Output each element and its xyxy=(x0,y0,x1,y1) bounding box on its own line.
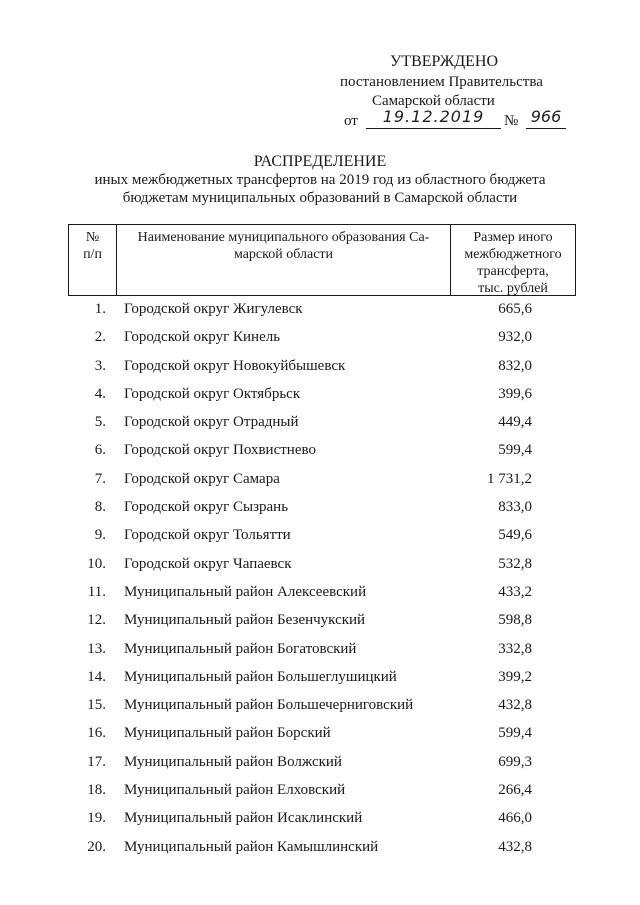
header-value-line-1: Размер иного xyxy=(473,230,553,245)
row-number: 5. xyxy=(94,414,106,431)
row-municipality-name: Муниципальный район Борский xyxy=(124,725,331,742)
table-row xyxy=(68,324,576,352)
row-transfer-amount: 332,8 xyxy=(498,640,532,657)
row-municipality-name: Муниципальный район Исаклинский xyxy=(124,810,363,827)
row-number: 1. xyxy=(94,301,106,317)
row-transfer-amount: 699,3 xyxy=(498,753,532,770)
row-municipality-name: Муниципальный район Богатовский xyxy=(124,640,357,657)
table-row xyxy=(68,381,576,409)
table-row xyxy=(68,551,576,579)
row-transfer-amount: 932,0 xyxy=(498,329,532,346)
row-number: 7. xyxy=(94,470,106,487)
table-row xyxy=(68,692,576,720)
table-row xyxy=(68,494,576,522)
row-municipality-name: Городской округ Самара xyxy=(124,470,280,487)
table-row xyxy=(68,353,576,381)
table-row xyxy=(68,409,576,437)
header-number-column xyxy=(69,225,117,295)
row-transfer-amount: 665,6 xyxy=(498,301,532,317)
header-value-line-3: трансферта, xyxy=(477,264,549,279)
row-number: 16. xyxy=(87,725,106,742)
header-name-line-1: Наименование муниципального образования Са- xyxy=(137,230,430,245)
document-subtitle-line-1: иных межбюджетных трансфертов на 2019 год из областного бюджета xyxy=(94,172,546,188)
row-transfer-amount: 1 731,2 xyxy=(487,470,532,487)
header-value-line-4: тыс. рублей xyxy=(478,281,548,296)
row-municipality-name: Городской округ Октябрьск xyxy=(124,385,301,402)
row-number: 8. xyxy=(94,499,106,516)
row-transfer-amount: 433,2 xyxy=(498,583,532,600)
header-name-line-2: марской области xyxy=(233,247,334,262)
row-municipality-name: Муниципальный район Большеглушицкий xyxy=(124,668,397,685)
table-row xyxy=(68,777,576,805)
table-row xyxy=(68,466,576,494)
row-number: 2. xyxy=(94,329,106,346)
approval-number-label: № xyxy=(504,113,519,129)
row-municipality-name: Муниципальный район Большечерниговский xyxy=(124,697,414,714)
row-number: 14. xyxy=(87,668,106,685)
row-number: 6. xyxy=(94,442,106,459)
row-transfer-amount: 399,2 xyxy=(498,668,532,685)
table-row xyxy=(68,437,576,465)
row-municipality-name: Муниципальный район Камышлинский xyxy=(124,838,379,855)
document-title: РАСПРЕДЕЛЕНИЕ xyxy=(253,153,387,170)
table-row xyxy=(68,522,576,550)
row-municipality-name: Городской округ Кинель xyxy=(124,329,281,346)
row-number: 9. xyxy=(94,527,106,544)
table-header xyxy=(68,224,576,296)
row-municipality-name: Городской округ Отрадный xyxy=(124,414,299,431)
row-number: 10. xyxy=(87,555,106,572)
row-transfer-amount: 432,8 xyxy=(498,838,532,855)
row-municipality-name: Муниципальный район Елховский xyxy=(124,782,346,799)
table-body xyxy=(68,296,576,862)
row-municipality-name: Муниципальный район Безенчукский xyxy=(124,612,366,629)
row-municipality-name: Городской округ Сызрань xyxy=(124,499,289,516)
row-transfer-amount: 266,4 xyxy=(498,782,532,799)
row-transfer-amount: 833,0 xyxy=(498,499,532,516)
table-row xyxy=(68,749,576,777)
row-number: 3. xyxy=(94,357,106,374)
row-transfer-amount: 399,6 xyxy=(498,385,532,402)
row-number: 20. xyxy=(87,838,106,855)
table-row xyxy=(68,296,576,324)
row-number: 12. xyxy=(87,612,106,629)
row-municipality-name: Городской округ Новокуйбышевск xyxy=(124,357,346,374)
row-transfer-amount: 432,8 xyxy=(498,697,532,714)
table-row xyxy=(68,834,576,862)
row-number: 11. xyxy=(87,583,106,600)
row-number: 17. xyxy=(87,753,106,770)
header-value-column xyxy=(451,225,575,295)
header-number-line-2: п/п xyxy=(83,247,102,262)
row-municipality-name: Городской округ Тольятти xyxy=(124,527,291,544)
row-transfer-amount: 598,8 xyxy=(498,612,532,629)
approval-title: УТВЕРЖДЕНО xyxy=(390,53,499,70)
row-transfer-amount: 466,0 xyxy=(498,810,532,827)
header-name-column xyxy=(117,225,451,295)
row-number: 15. xyxy=(87,697,106,714)
table-row xyxy=(68,636,576,664)
row-number: 4. xyxy=(94,385,106,402)
header-value-line-2: межбюджетного xyxy=(464,247,562,262)
approval-date: 19.12.2019 xyxy=(366,104,501,129)
row-municipality-name: Городской округ Похвистнево xyxy=(124,442,316,459)
row-transfer-amount: 599,4 xyxy=(498,442,532,459)
row-number: 18. xyxy=(87,782,106,799)
approval-line-1: постановлением Правительства xyxy=(340,74,543,90)
row-number: 13. xyxy=(87,640,106,657)
row-municipality-name: Муниципальный район Волжский xyxy=(124,753,342,770)
row-number: 19. xyxy=(87,810,106,827)
row-transfer-amount: 549,6 xyxy=(498,527,532,544)
row-municipality-name: Городской округ Чапаевск xyxy=(124,555,292,572)
row-transfer-amount: 832,0 xyxy=(498,357,532,374)
row-transfer-amount: 599,4 xyxy=(498,725,532,742)
row-municipality-name: Городской округ Жигулевск xyxy=(124,301,303,317)
table-row xyxy=(68,579,576,607)
document-subtitle-line-2: бюджетам муниципальных образований в Самарской области xyxy=(122,190,518,206)
row-transfer-amount: 449,4 xyxy=(498,414,532,431)
table-row xyxy=(68,805,576,833)
approval-line-2: Самарской области xyxy=(372,93,495,109)
approval-number: 966 xyxy=(526,104,566,129)
row-transfer-amount: 532,8 xyxy=(498,555,532,572)
table-row xyxy=(68,664,576,692)
header-number-line-1: № xyxy=(85,230,100,245)
table-row xyxy=(68,720,576,748)
approval-from-label: от xyxy=(344,113,358,129)
row-municipality-name: Муниципальный район Алексеевский xyxy=(124,583,367,600)
table-row xyxy=(68,607,576,635)
